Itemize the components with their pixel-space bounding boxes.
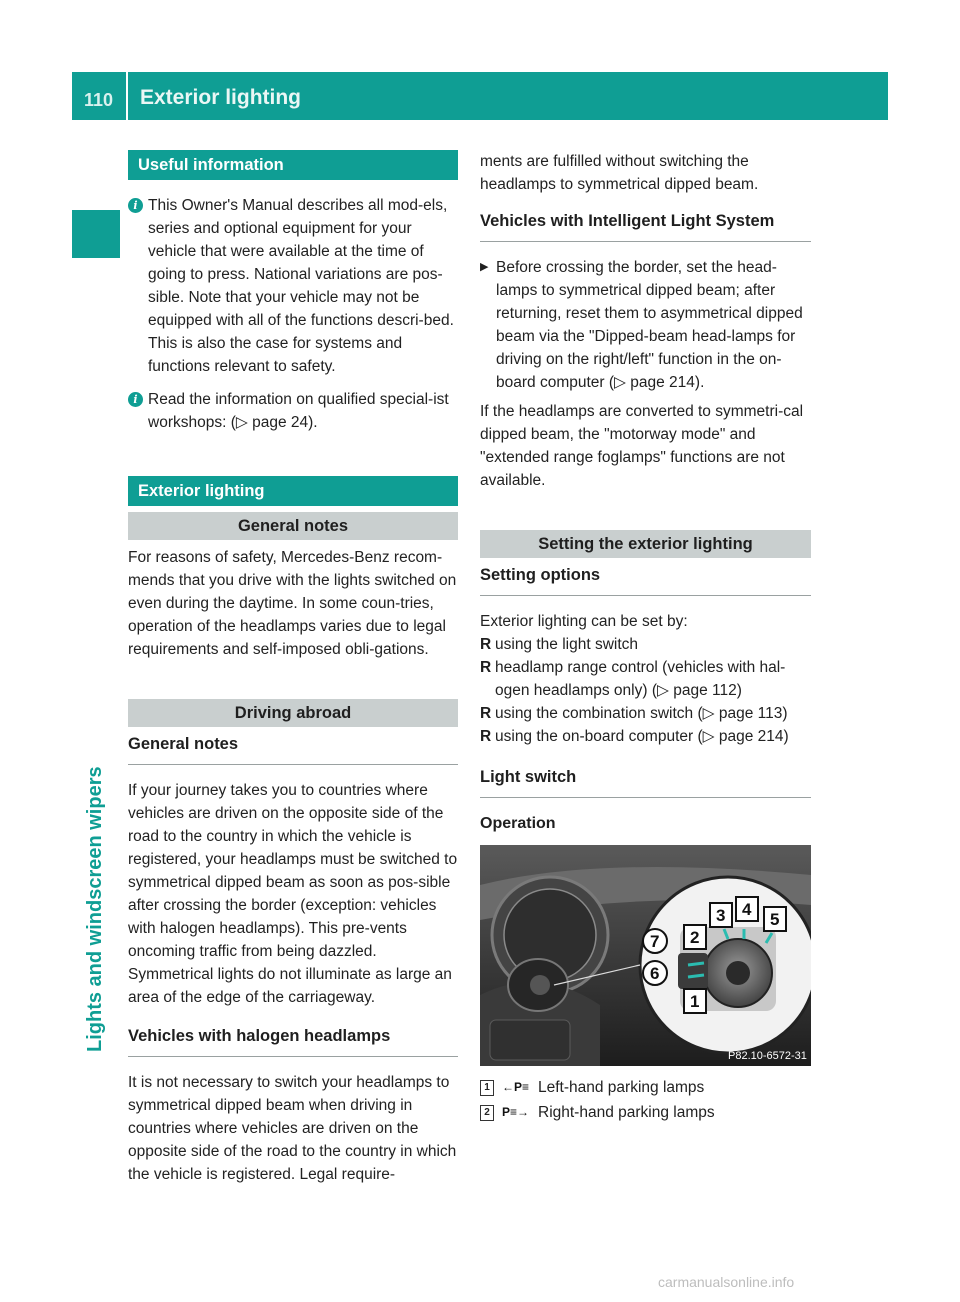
callout-1: 1: [690, 992, 700, 1011]
chapter-label: Lights and windscreen wipers: [84, 766, 106, 1052]
figure-code: P82.10-6572-31: [728, 1050, 807, 1062]
key-box: 2: [480, 1105, 494, 1121]
light-switch-illustration: [480, 845, 811, 1066]
list-item: [480, 656, 811, 702]
setting-intro: Exterior lighting can be set by:: [480, 613, 688, 630]
legend-item: [480, 1101, 811, 1124]
light-switch-heading: Light switch: [480, 766, 811, 798]
list-item-text: using the on-board computer (▷ page 214): [495, 728, 789, 745]
chapter-tab: [72, 210, 120, 258]
key-box: 1: [480, 1080, 494, 1096]
page-number: 110: [84, 90, 114, 110]
bullet-icon: R: [480, 705, 492, 722]
legend-item: [480, 1076, 811, 1099]
light-switch-figure: [480, 845, 811, 1066]
legend-label: Right-hand parking lamps: [538, 1104, 715, 1121]
info-note-text: This Owner's Manual describes all mod-els, series and optional equipment for your vehicle that were available at the time of going to press. National variations are pos-sible. Note that your vehicle may not be equipped with all of the functions descri-bed. This is also the case for systems and functions relevant to safety.: [148, 197, 454, 375]
list-item: [480, 725, 811, 748]
setting-heading: Setting the exterior lighting: [480, 530, 811, 558]
legend-label: Left-hand parking lamps: [538, 1079, 705, 1096]
setting-options-heading: Setting options: [480, 564, 811, 596]
info-note: [128, 194, 458, 378]
callout-2: 2: [690, 928, 700, 947]
header-divider: [126, 72, 128, 120]
bullet-icon: R: [480, 728, 492, 745]
halogen-text: It is not necessary to switch your headlamps to symmetrical dipped beam when driving in countries where vehicles are driven on the opposite side of the road to the country in which the vehicle is registered. Legal require-: [128, 1074, 457, 1183]
list-item: [480, 702, 811, 725]
info-note: [128, 388, 458, 434]
abroad-text: If your journey takes you to countries where vehicles are driven on the opposite side of the road to the country in which the vehicle is registered, your headlamps must be switched to symmetrical dipped beam as soon as pos-sible after crossing the border (exception: vehicles with halogen headlamps). This pre-vents oncoming traffic from being dazzled. Symmetrical lights do not illuminate as large an area of the edge of the carriageway.: [128, 782, 458, 1006]
list-item-text: using the combination switch (▷ page 113): [495, 705, 788, 722]
useful-info-heading: Useful information: [128, 150, 458, 180]
info-note-text: Read the information on qualified special-ist workshops: (▷ page 24).: [148, 391, 449, 431]
list-item-text: headlamp range control (vehicles with hal-ogen headlamps only) (▷ page 112): [495, 659, 786, 699]
page-title: Exterior lighting: [140, 86, 302, 109]
continued-text: ments are fulfilled without switching the headlamps to symmetrical dipped beam.: [480, 153, 759, 193]
driving-abroad-heading: Driving abroad: [128, 699, 458, 727]
left-parking-lamp-icon: ←P≡: [502, 1080, 530, 1094]
bullet-icon: R: [480, 636, 492, 653]
watermark: carmanualsonline.info: [658, 1274, 795, 1290]
ils-step: [480, 256, 811, 394]
list-item-text: using the light switch: [495, 636, 639, 653]
list-item: [480, 633, 811, 656]
general-notes-heading: General notes: [128, 512, 458, 540]
left-column: [128, 150, 458, 1186]
general-notes-text: For reasons of safety, Mercedes-Benz recom-mends that you drive with the lights switched on even during the daytime. In some coun-tries, operation of the headlamps varies due to legal requirements and self-imposed obli-gations.: [128, 549, 457, 658]
callout-6: 6: [650, 964, 660, 983]
ils-note: If the headlamps are converted to symmetri-cal dipped beam, the "motorway mode" and "extended range foglamps" functions are not available.: [480, 403, 804, 489]
right-parking-lamp-icon: P≡→: [502, 1105, 530, 1119]
ils-step-text: Before crossing the border, set the head-lamps to symmetrical dipped beam; after returning, reset them to asymmetrical dipped beam via the "Dipped-beam head-lamps for driving on the right/left" function in the on-board computer (▷ page 214).: [496, 259, 803, 391]
ils-heading: Vehicles with Intelligent Light System: [480, 210, 811, 242]
info-icon: i: [128, 198, 143, 213]
section-heading: Exterior lighting: [128, 476, 458, 506]
abroad-general-notes-heading: General notes: [128, 733, 458, 765]
callout-3: 3: [716, 906, 726, 925]
bullet-icon: R: [480, 659, 492, 676]
arrow-right-icon: ▶: [480, 261, 489, 273]
info-icon: i: [128, 392, 143, 407]
right-column: [480, 150, 811, 1124]
operation-heading: Operation: [480, 815, 556, 832]
callout-5: 5: [770, 910, 780, 929]
halogen-heading: Vehicles with halogen headlamps: [128, 1025, 458, 1057]
callout-4: 4: [742, 900, 752, 919]
callout-7: 7: [650, 932, 660, 951]
